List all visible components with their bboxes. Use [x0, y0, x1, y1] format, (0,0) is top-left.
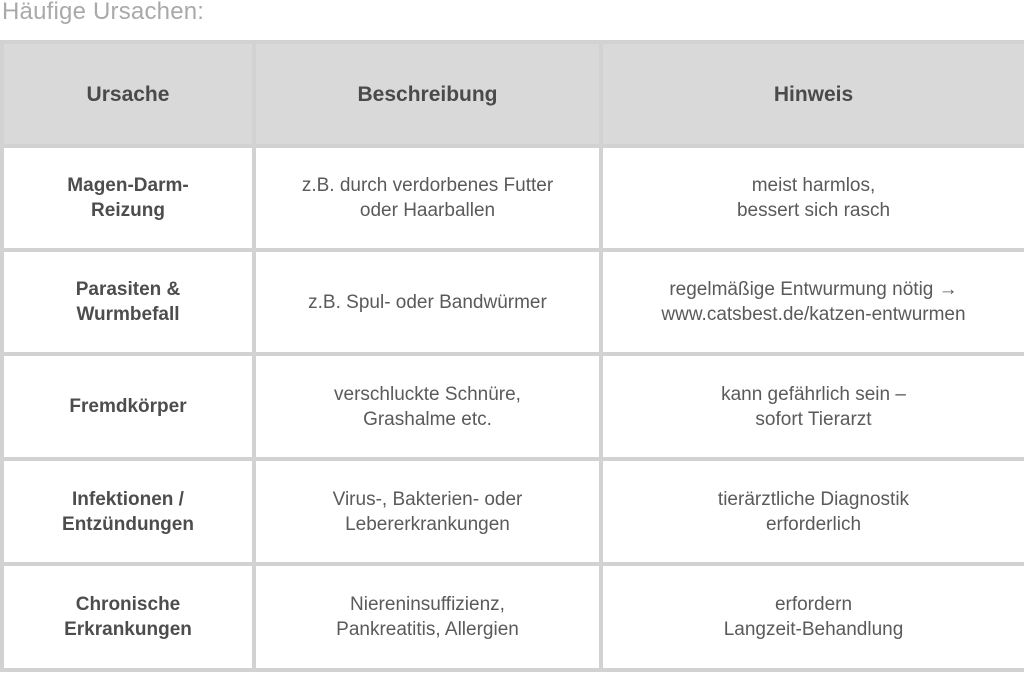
causes-table	[0, 40, 1024, 672]
table-row-note: meist harmlos, bessert sich rasch	[603, 148, 1024, 248]
table-row-cause: Magen-Darm- Reizung	[4, 148, 252, 248]
header-description: Beschreibung	[256, 44, 599, 144]
table-row-cause: Fremdkörper	[4, 356, 252, 457]
table-row-description: z.B. durch verdorbenes Futter oder Haarballen	[256, 148, 599, 248]
table-row-description: Virus-, Bakterien- oder Lebererkrankungen	[256, 461, 599, 562]
table-row-description: Niereninsuffizienz, Pankreatitis, Allergien	[256, 566, 599, 668]
table-row-description: z.B. Spul- oder Bandwürmer	[256, 252, 599, 352]
table-row-cause: Parasiten & Wurmbefall	[4, 252, 252, 352]
header-cause: Ursache	[4, 44, 252, 144]
table-row-note: regelmäßige Entwurmung nötig → www.catsbest.de/katzen-entwurmen	[603, 252, 1024, 352]
table-row-note: tierärztliche Diagnostik erforderlich	[603, 461, 1024, 562]
header-note: Hinweis	[603, 44, 1024, 144]
table-row-note: kann gefährlich sein – sofort Tierarzt	[603, 356, 1024, 457]
table-row-description: verschluckte Schnüre, Grashalme etc.	[256, 356, 599, 457]
table-row-cause: Chronische Erkrankungen	[4, 566, 252, 668]
table-row-cause: Infektionen / Entzündungen	[4, 461, 252, 562]
page-title: Häufige Ursachen:	[2, 0, 205, 25]
table-row-note: erfordern Langzeit-Behandlung	[603, 566, 1024, 668]
